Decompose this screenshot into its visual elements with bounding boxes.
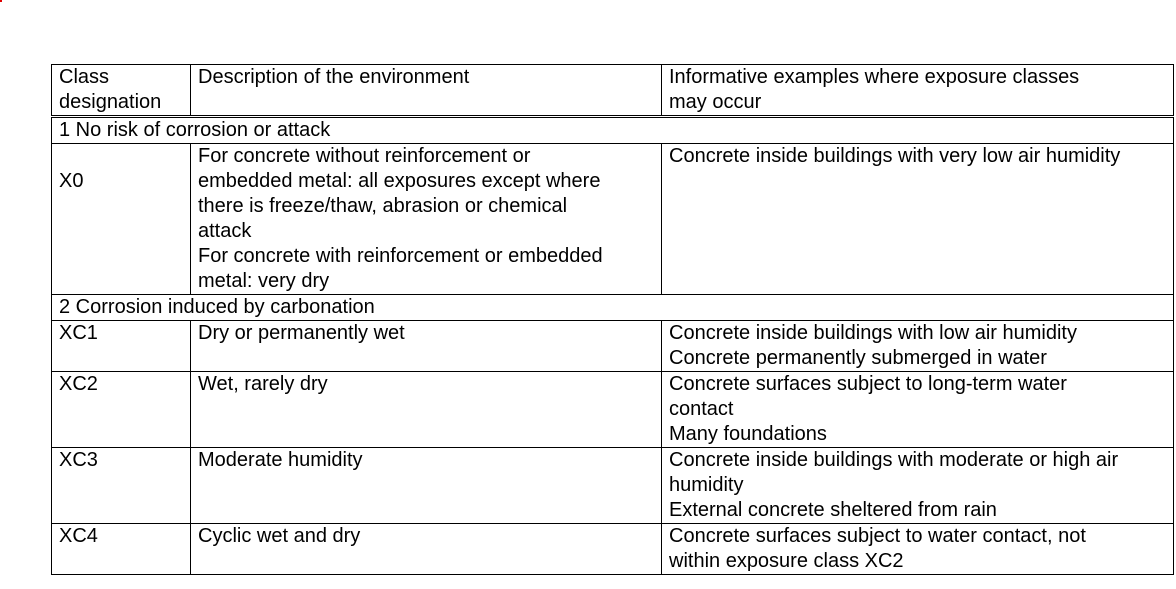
- class-code: XC4: [52, 524, 191, 575]
- environment-description: [191, 372, 662, 448]
- description-line: For concrete without reinforcement or: [198, 145, 531, 167]
- example-line: Concrete inside buildings with moderate or high air: [669, 449, 1119, 471]
- example-line: Concrete inside buildings with low air humidity: [669, 322, 1077, 344]
- description-line: Moderate humidity: [198, 449, 363, 471]
- description-line: Cyclic wet and dry: [198, 525, 361, 547]
- informative-examples: [662, 448, 1174, 524]
- table-row-xc2: [52, 372, 1174, 448]
- informative-examples: [662, 321, 1174, 372]
- class-code: X0: [52, 144, 191, 295]
- example-line: External concrete sheltered from rain: [669, 499, 997, 521]
- environment-description: [191, 321, 662, 372]
- section-title: 1 No risk of corrosion or attack: [52, 117, 1174, 144]
- informative-examples: [662, 524, 1174, 575]
- description-line: attack: [198, 220, 252, 242]
- table-row-xc4: [52, 524, 1174, 575]
- header-examples: [662, 65, 1174, 117]
- header-description: [191, 65, 662, 117]
- class-code: XC2: [52, 372, 191, 448]
- header-row: [52, 65, 1174, 117]
- table-row-xc3: [52, 448, 1174, 524]
- header-class-designation: [52, 65, 191, 117]
- example-line: Concrete surfaces subject to long-term water: [669, 373, 1067, 395]
- example-line: Many foundations: [669, 423, 827, 445]
- description-line: metal: very dry: [198, 270, 330, 292]
- description-line: Wet, rarely dry: [198, 373, 328, 395]
- corner-mark: [0, 0, 2, 2]
- example-line: humidity: [669, 474, 744, 496]
- header-text: Informative examples where exposure classes: [669, 66, 1080, 88]
- example-line: contact: [669, 398, 734, 420]
- section-row-carbonation: [52, 295, 1174, 321]
- description-line: Dry or permanently wet: [198, 322, 405, 344]
- header-text: Description of the environment: [198, 66, 470, 88]
- section-row-no-risk: [52, 117, 1174, 144]
- informative-examples: [662, 144, 1174, 295]
- header-text: may occur: [669, 91, 762, 113]
- example-line: Concrete inside buildings with very low air humidity: [669, 145, 1121, 167]
- description-line: there is freeze/thaw, abrasion or chemical: [198, 195, 568, 217]
- exposure-classes-table: [51, 64, 1174, 575]
- environment-description: [191, 524, 662, 575]
- section-title: 2 Corrosion induced by carbonation: [52, 295, 1174, 321]
- class-code: XC3: [52, 448, 191, 524]
- example-line: within exposure class XC2: [669, 550, 904, 572]
- class-code: XC1: [52, 321, 191, 372]
- table-row-x0: [52, 144, 1174, 295]
- description-line: For concrete with reinforcement or embedded: [198, 245, 603, 267]
- header-text: designation: [59, 91, 162, 113]
- example-line: Concrete permanently submerged in water: [669, 347, 1047, 369]
- informative-examples: [662, 372, 1174, 448]
- environment-description: [191, 448, 662, 524]
- table-row-xc1: [52, 321, 1174, 372]
- example-line: Concrete surfaces subject to water contact, not: [669, 525, 1086, 547]
- header-text: Class: [59, 66, 110, 88]
- description-line: embedded metal: all exposures except where: [198, 170, 601, 192]
- environment-description: [191, 144, 662, 295]
